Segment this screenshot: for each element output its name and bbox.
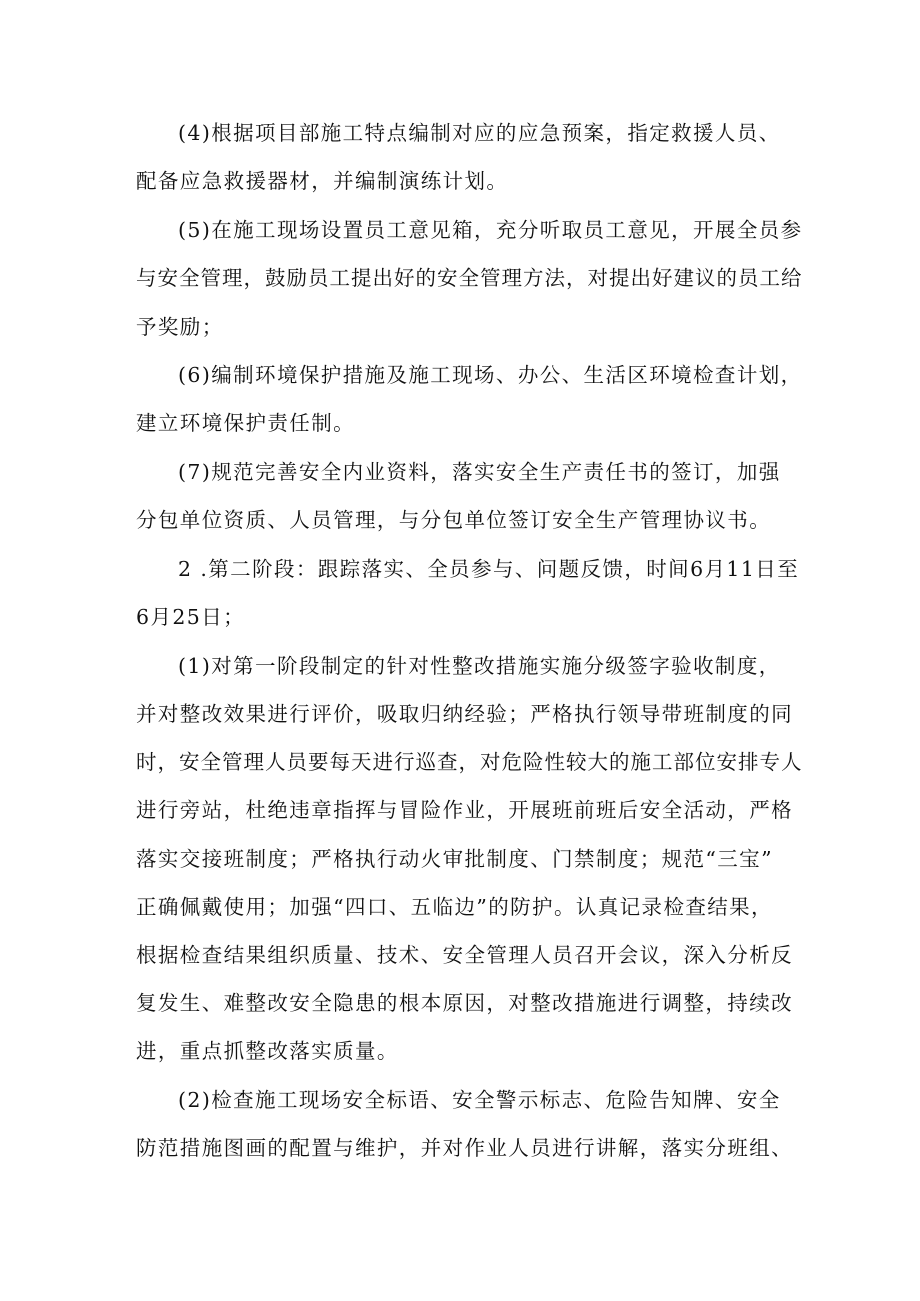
stage-2-heading-line-2: 6月25日； [136,605,246,629]
stage-2-item-1-line-6: 正确佩戴使用；加强“四口、五临边”的防护。认真记录检查结果， [136,895,773,919]
paragraph-5-line-2: 与安全管理，鼓励员工提出好的安全管理方法，对提出好建议的员工给 [136,266,803,290]
stage-2-item-2-line-2: 防范措施图画的配置与维护，并对作业人员进行讲解，落实分班组、 [136,1136,793,1160]
paragraph-5-line-3: 予奖励； [136,315,224,339]
stage-2-item-1-line-7: 根据检查结果组织质量、技术、安全管理人员召开会议，深入分析反 [136,943,793,967]
paragraph-7-line-2: 分包单位资质、人员管理，与分包单位签订安全生产管理协议书。 [136,508,772,532]
stage-2-item-1-line-4: 进行旁站，杜绝违章指挥与冒险作业，开展班前班后安全活动，严格 [136,798,793,822]
stage-2-item-1-line-5: 落实交接班制度；严格执行动火审批制度、门禁制度；规范“三宝” [136,847,773,871]
paragraph-4-line-1: (4)根据项目部施工特点编制对应的应急预案，指定救援人员、 [178,121,781,145]
stage-2-item-2-line-1: (2)检查施工现场安全标语、安全警示标志、危险告知牌、安全 [178,1088,781,1112]
paragraph-5-line-1: (5)在施工现场设置员工意见箱，充分听取员工意见，开展全员参 [178,218,803,242]
stage-2-item-1-line-1: (1)对第一阶段制定的针对性整改措施实施分级签字验收制度， [178,654,781,678]
paragraph-7-line-1: (7)规范完善安全内业资料，落实安全生产责任书的签订，加强 [178,460,781,484]
stage-2-item-1-line-8: 复发生、难整改安全隐患的根本原因，对整改措施进行调整，持续改 [136,991,793,1015]
stage-2-heading-line-1: 2 .第二阶段：跟踪落实、全员参与、问题反馈，时间6月11日至 [178,557,800,581]
stage-2-item-1-line-2: 并对整改效果进行评价，吸取归纳经验；严格执行领导带班制度的同 [136,702,793,726]
paragraph-6-line-1: (6)编制环境保护措施及施工现场、办公、生活区环境检查计划， [178,363,803,387]
paragraph-6-line-2: 建立环境保护责任制。 [136,411,355,435]
stage-2-item-1-line-3: 时，安全管理人员要每天进行巡查，对危险性较大的施工部位安排专人 [136,750,803,774]
paragraph-4-line-2: 配备应急救援器材，并编制演练计划。 [136,169,509,193]
stage-2-item-1-line-9: 进，重点抓整改落实质量。 [136,1039,399,1063]
